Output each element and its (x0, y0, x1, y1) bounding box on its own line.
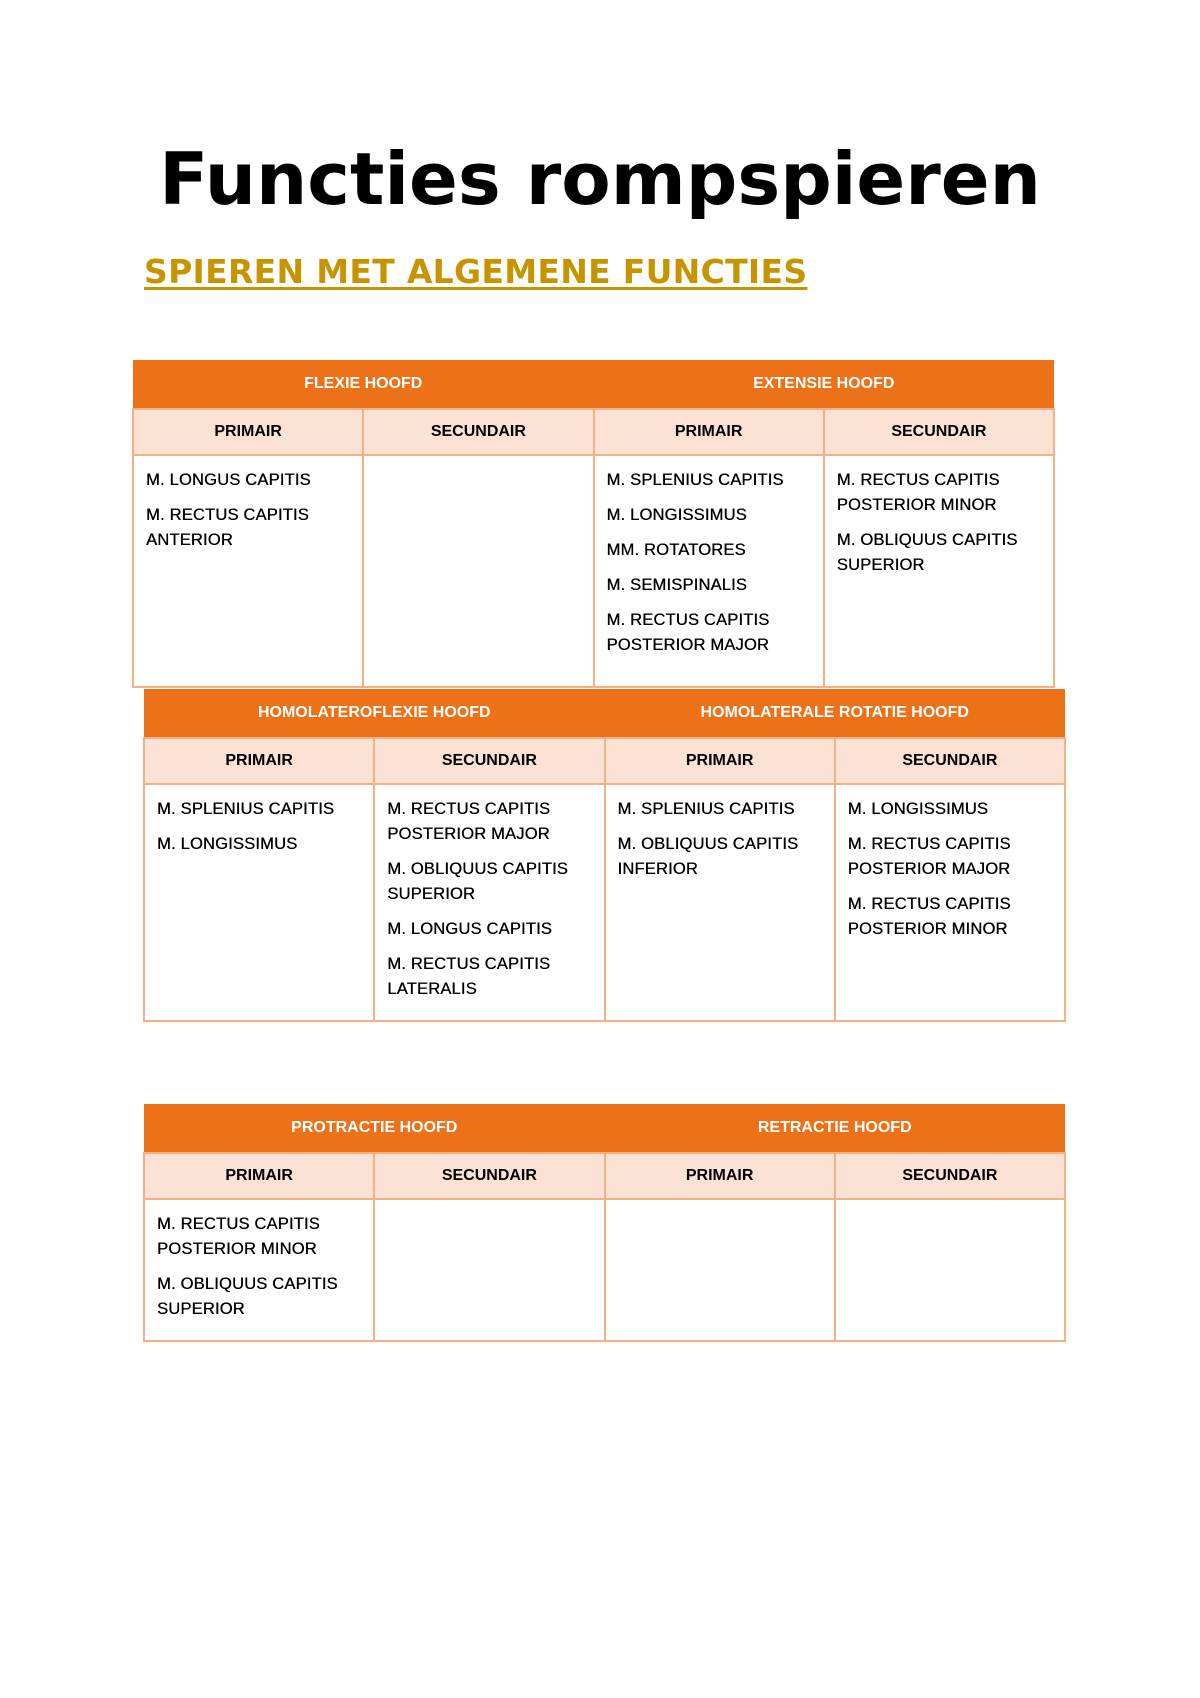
muscle-row (144, 784, 1065, 1021)
column-header: PRIMAIR (605, 738, 835, 784)
muscle-item: M. LONGISSIMUS (606, 506, 747, 524)
muscle-item: M. RECTUS CAPITIS POSTERIOR MAJOR (606, 611, 770, 654)
muscle-item: M. SEMISPINALIS (606, 576, 748, 594)
group-header-row (144, 689, 1065, 738)
group-header: RETRACTIE HOOFD (605, 1104, 1066, 1153)
column-header: PRIMAIR (594, 409, 824, 455)
muscle-item: M. RECTUS CAPITIS LATERALIS (387, 955, 551, 998)
muscle-cell (605, 1199, 835, 1341)
column-header: PRIMAIR (133, 409, 363, 455)
function-table-3 (143, 1104, 1066, 1342)
group-header: HOMOLATERALE ROTATIE HOOFD (605, 689, 1066, 738)
muscle-cell (605, 784, 835, 1021)
muscle-cell (835, 784, 1065, 1021)
muscle-item: M. SPLENIUS CAPITIS (617, 800, 795, 818)
muscle-item: M. OBLIQUUS CAPITIS INFERIOR (617, 835, 799, 878)
muscle-item: M. RECTUS CAPITIS POSTERIOR MAJOR (387, 800, 551, 843)
muscle-cell (133, 455, 363, 687)
muscle-item: M. RECTUS CAPITIS POSTERIOR MINOR (836, 471, 1000, 514)
column-header-row (133, 409, 1054, 455)
muscle-item: M. RECTUS CAPITIS POSTERIOR MAJOR (847, 835, 1011, 878)
muscle-item: M. OBLIQUUS CAPITIS SUPERIOR (387, 860, 568, 903)
group-header: HOMOLATEROFLEXIE HOOFD (144, 689, 605, 738)
muscle-cell (144, 784, 374, 1021)
muscle-item: M. LONGUS CAPITIS (387, 920, 553, 938)
muscle-row (133, 455, 1054, 687)
muscle-item: M. SPLENIUS CAPITIS (157, 800, 335, 818)
muscle-cell (594, 455, 824, 687)
column-header: SECUNDAIR (374, 738, 604, 784)
column-header: SECUNDAIR (835, 1153, 1065, 1199)
muscle-item: M. LONGISSIMUS (157, 835, 298, 853)
muscle-item: M. LONGUS CAPITIS (146, 471, 311, 489)
column-header-row (144, 738, 1065, 784)
function-table-2 (143, 689, 1066, 1022)
muscle-item: M. OBLIQUUS CAPITIS SUPERIOR (157, 1275, 338, 1318)
group-header: FLEXIE HOOFD (133, 360, 594, 409)
muscle-item: M. SPLENIUS CAPITIS (606, 471, 784, 489)
group-header-row (133, 360, 1054, 409)
muscle-item: M. LONGISSIMUS (847, 800, 989, 818)
group-header-row (144, 1104, 1065, 1153)
muscle-item: M. RECTUS CAPITIS POSTERIOR MINOR (847, 895, 1011, 938)
section-heading: SPIEREN MET ALGEMENE FUNCTIES (144, 252, 808, 291)
column-header: SECUNDAIR (374, 1153, 604, 1199)
muscle-item: MM. ROTATORES (606, 541, 746, 559)
muscle-cell (835, 1199, 1065, 1341)
muscle-cell (824, 455, 1054, 687)
column-header: SECUNDAIR (835, 738, 1065, 784)
muscle-item: M. RECTUS CAPITIS POSTERIOR MINOR (157, 1215, 320, 1258)
muscle-cell (363, 455, 593, 687)
column-header: PRIMAIR (605, 1153, 835, 1199)
muscle-cell (374, 1199, 604, 1341)
group-header: PROTRACTIE HOOFD (144, 1104, 605, 1153)
column-header: SECUNDAIR (824, 409, 1054, 455)
muscle-item: M. RECTUS CAPITIS ANTERIOR (146, 506, 309, 549)
column-header-row (144, 1153, 1065, 1199)
page-title: Functies rompspieren (159, 137, 1041, 221)
group-header: EXTENSIE HOOFD (594, 360, 1055, 409)
column-header: PRIMAIR (144, 1153, 374, 1199)
column-header: SECUNDAIR (363, 409, 593, 455)
muscle-cell (374, 784, 604, 1021)
muscle-item: M. OBLIQUUS CAPITIS SUPERIOR (836, 531, 1018, 574)
column-header: PRIMAIR (144, 738, 374, 784)
function-table-1 (132, 360, 1055, 688)
muscle-cell (144, 1199, 374, 1341)
muscle-row (144, 1199, 1065, 1341)
